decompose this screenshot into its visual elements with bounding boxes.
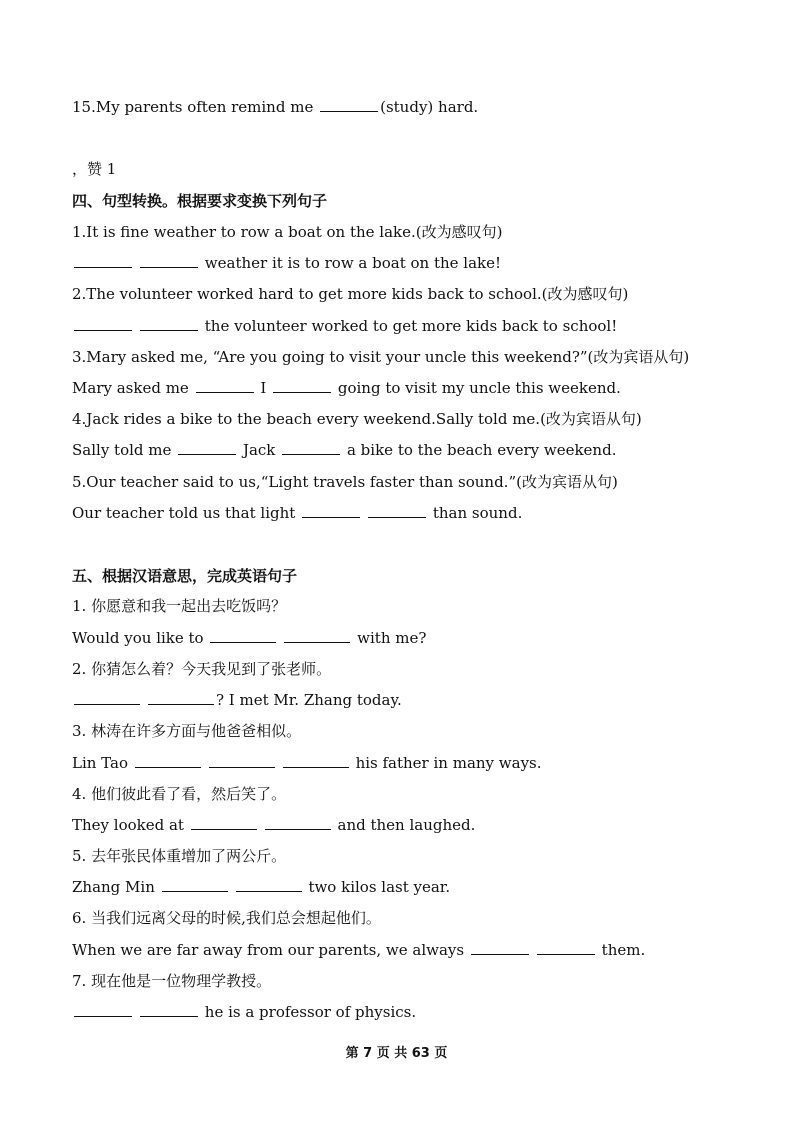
s5-a3 (72, 753, 542, 773)
answer-blank[interactable] (265, 816, 331, 830)
s5-a7 (72, 1002, 416, 1022)
s5-a4-prefix: They looked at (72, 816, 184, 834)
s5-a6-prefix: When we are far away from our parents, we always (72, 941, 465, 959)
s4-a5-suffix: than sound. (432, 504, 523, 522)
section-5-title: 五、根据汉语意思，完成英语句子 (72, 567, 298, 585)
s5-q7: 7. 现在他是一位物理学教授。 (72, 972, 272, 990)
note-text: ，赞 1 (72, 160, 117, 178)
s4-q3: 3.Mary asked me, “Are you going to visit your uncle this weekend?”(改为宾语从句) (72, 348, 690, 366)
answer-blank[interactable] (320, 98, 378, 112)
s4-a4 (72, 440, 616, 460)
answer-blank[interactable] (140, 317, 198, 331)
answer-blank[interactable] (140, 254, 198, 268)
answer-blank[interactable] (140, 1003, 198, 1017)
s5-q5: 5. 去年张民体重增加了两公斤。 (72, 847, 287, 865)
section-4-title: 四、句型转换。根据要求变换下列句子 (72, 192, 328, 210)
answer-blank[interactable] (209, 754, 275, 768)
s5-a1-suffix: with me? (357, 629, 427, 647)
s5-q2: 2. 你猜怎么着？今天我见到了张老师。 (72, 660, 332, 678)
s4-a3-mid: I (260, 379, 267, 397)
s4-a1-suffix: weather it is to row a boat on the lake! (204, 254, 502, 272)
answer-blank[interactable] (210, 629, 276, 643)
answer-blank[interactable] (537, 941, 595, 955)
q15-prefix: 15.My parents often remind me (72, 98, 314, 116)
answer-blank[interactable] (178, 441, 236, 455)
question-15 (72, 97, 478, 117)
page-footer: 第 7 页 共 63 页 (345, 1046, 448, 1061)
s4-a4-mid: Jack (242, 441, 276, 459)
s4-a4-suffix: a bike to the beach every weekend. (346, 441, 617, 459)
s4-q1: 1.It is fine weather to row a boat on the lake.(改为感叹句) (72, 223, 503, 241)
s5-a5-prefix: Zhang Min (72, 878, 155, 896)
s4-q5: 5.Our teacher said to us,“Light travels faster than sound.”(改为宾语从句) (72, 473, 618, 491)
s5-a1 (72, 628, 426, 648)
s4-a2-suffix: the volunteer worked to get more kids back to school! (204, 317, 618, 335)
s5-q1: 1. 你愿意和我一起出去吃饭吗？ (72, 597, 287, 615)
s5-a3-prefix: Lin Tao (72, 754, 129, 772)
s5-a4 (72, 815, 475, 835)
answer-blank[interactable] (284, 629, 350, 643)
q15-suffix: (study) hard. (380, 98, 479, 116)
s5-q6: 6. 当我们远离父母的时候,我们总会想起他们。 (72, 909, 381, 927)
s5-a6 (72, 940, 645, 960)
answer-blank[interactable] (74, 1003, 132, 1017)
s5-a2 (72, 690, 402, 710)
answer-blank[interactable] (282, 441, 340, 455)
answer-blank[interactable] (135, 754, 201, 768)
s5-q4: 4. 他们彼此看了看，然后笑了。 (72, 785, 287, 803)
answer-blank[interactable] (302, 504, 360, 518)
s4-a5-prefix: Our teacher told us that light (72, 504, 296, 522)
s4-a4-prefix: Sally told me (72, 441, 172, 459)
s5-a1-prefix: Would you like to (72, 629, 204, 647)
s5-a6-suffix: them. (601, 941, 646, 959)
s4-a2 (72, 316, 617, 336)
s5-q3: 3. 林涛在许多方面与他爸爸相似。 (72, 722, 302, 740)
s4-a3-suffix: going to visit my uncle this weekend. (337, 379, 621, 397)
answer-blank[interactable] (236, 878, 302, 892)
s5-a2-suffix: ? I met Mr. Zhang today. (216, 691, 402, 709)
answer-blank[interactable] (283, 754, 349, 768)
answer-blank[interactable] (74, 691, 140, 705)
s4-a3-prefix: Mary asked me (72, 379, 189, 397)
s4-q4: 4.Jack rides a bike to the beach every weekend.Sally told me.(改为宾语从句) (72, 410, 642, 428)
answer-blank[interactable] (74, 317, 132, 331)
s5-a5-suffix: two kilos last year. (308, 878, 451, 896)
s5-a7-suffix: he is a professor of physics. (204, 1003, 417, 1021)
answer-blank[interactable] (148, 691, 214, 705)
s4-a1 (72, 253, 501, 273)
s5-a5 (72, 877, 450, 897)
answer-blank[interactable] (74, 254, 132, 268)
s4-a5 (72, 503, 522, 523)
s5-a3-suffix: his father in many ways. (355, 754, 542, 772)
answer-blank[interactable] (191, 816, 257, 830)
answer-blank[interactable] (471, 941, 529, 955)
s4-a3 (72, 378, 621, 398)
s4-q2: 2.The volunteer worked hard to get more kids back to school.(改为感叹句) (72, 285, 629, 303)
s5-a4-suffix: and then laughed. (337, 816, 476, 834)
answer-blank[interactable] (196, 379, 254, 393)
answer-blank[interactable] (273, 379, 331, 393)
answer-blank[interactable] (368, 504, 426, 518)
answer-blank[interactable] (162, 878, 228, 892)
